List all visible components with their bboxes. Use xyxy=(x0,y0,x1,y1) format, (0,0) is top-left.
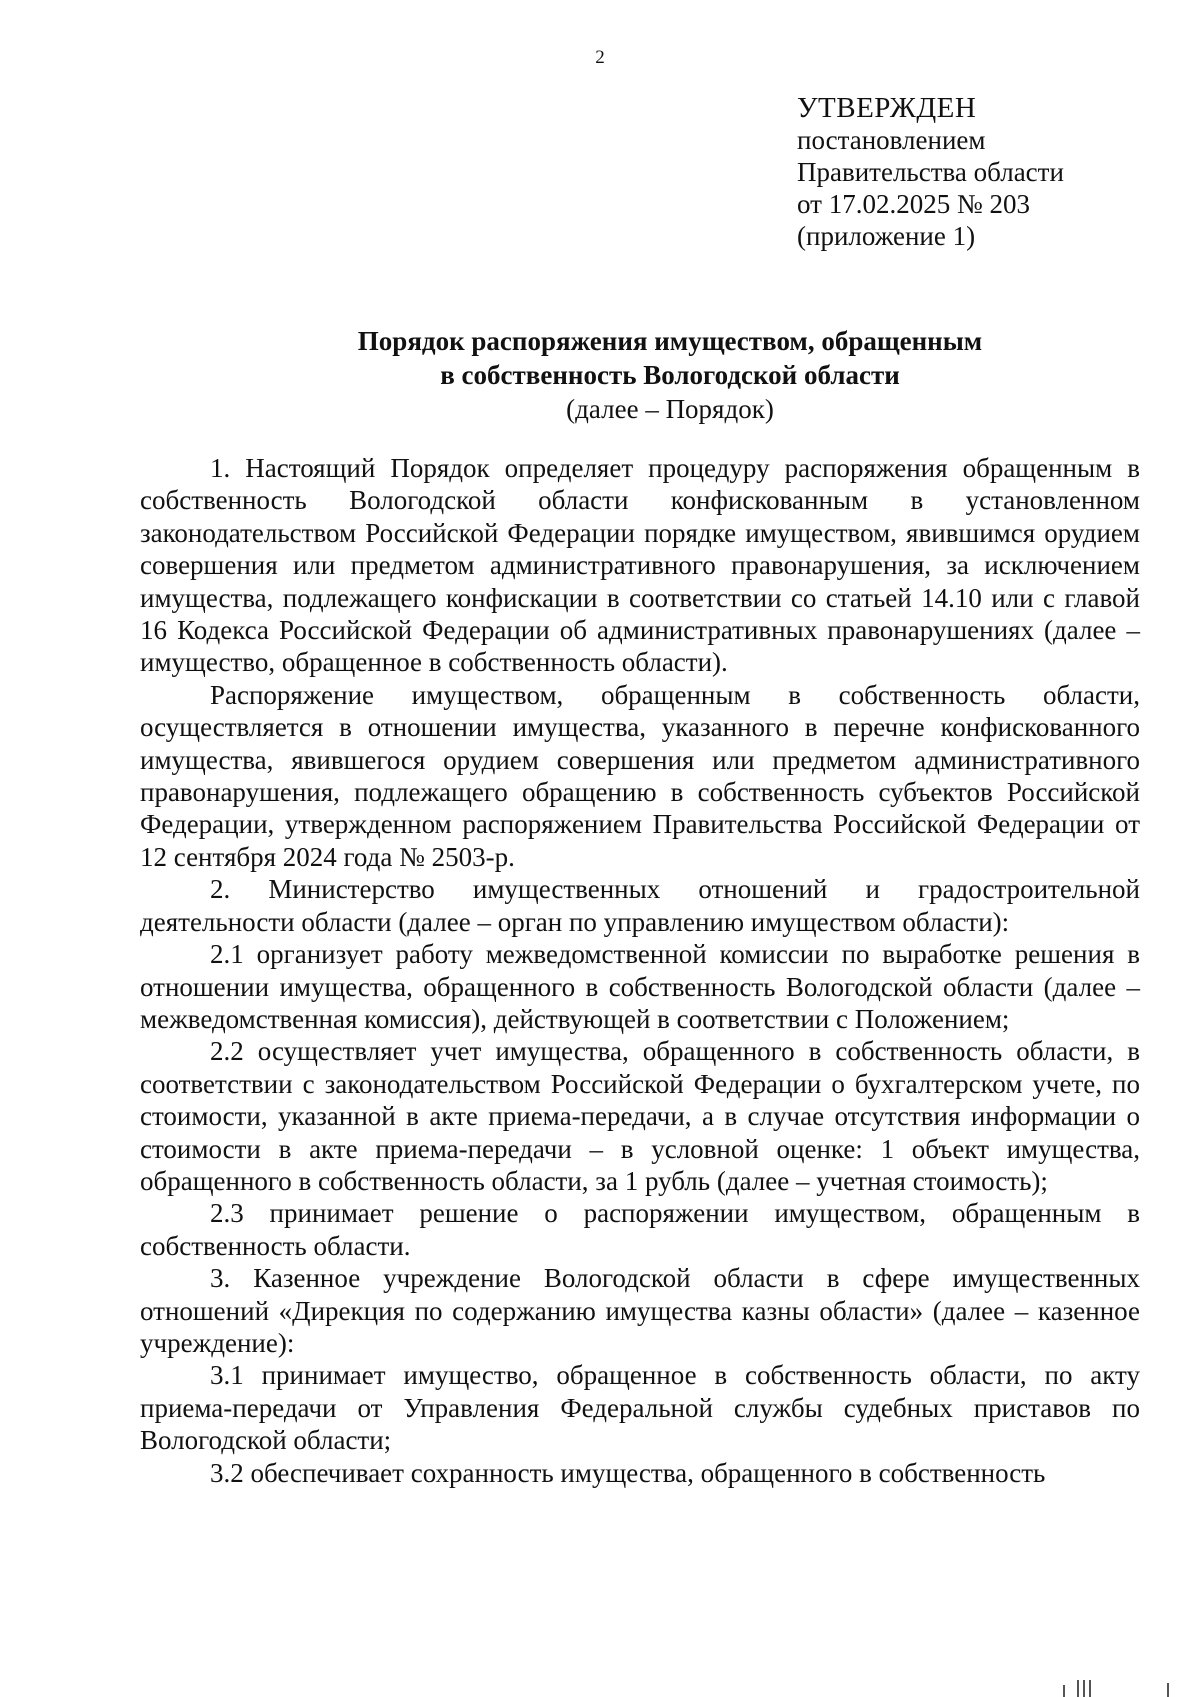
paragraph: 3.1 принимает имущество, обращенное в собственность области, по акту приема-передачи от Управления Федеральной службы судебных приставов по Вологодской области; xyxy=(140,1360,1140,1456)
paragraph: 3.2 обеспечивает сохранность имущества, обращенного в собственность xyxy=(210,1457,1046,1488)
paragraph: 2. Министерство имущественных отношений и градостроительной деятельности области (далее – орган по управлению имуществом области): xyxy=(140,874,1140,937)
barcode-bar xyxy=(1089,1680,1091,1697)
barcode-bar xyxy=(1167,1683,1169,1697)
paragraph: 2.1 организует работу межведомственной комиссии по выработке решения в отношении имущества, обращенного в собственность Вологодской области (далее – межведомственная комиссия), действующей в соответствии с Положением; xyxy=(140,939,1140,1034)
title-line: Порядок распоряжения имуществом, обращенным xyxy=(357,326,983,356)
approval-appendix-line: (приложение 1) xyxy=(797,221,976,251)
approval-stamp xyxy=(797,92,1177,252)
barcode-bar xyxy=(1077,1680,1079,1697)
paragraph: 2.3 принимает решение о распоряжении имуществом, обращенным в собственность области. xyxy=(140,1198,1140,1261)
paragraph: 2.2 осуществляет учет имущества, обращенного в собственность области, в соответствии с законодательством Российской Федерации о бухгалтерском учете, по стоимости, указанной в акте приема-передачи, а в случае отсутствия информации о стоимости в акте приема-передачи – в условной оценке: 1 объект имущества, обращенного в собственность области, за 1 рубль (далее – учетная стоимость); xyxy=(140,1036,1140,1196)
document-body xyxy=(140,452,1140,1489)
title-subline: (далее – Порядок) xyxy=(566,394,774,424)
paragraph: 1. Настоящий Порядок определяет процедуру распоряжения обращенным в собственность Вологодской области конфискованным в установленном законодательством Российской Федерации порядке имуществом, явившимся орудием совершения или предметом административного правонарушения, за исключением имущества, подлежащего конфискации в соответствии со статьей 14.10 или с главой 16 Кодекса Российской Федерации об административных правонарушениях (далее – имущество, обращенное в собственность области). xyxy=(140,453,1140,678)
title-line: в собственность Вологодской области xyxy=(440,360,900,390)
barcode-bar xyxy=(1083,1680,1085,1697)
document-title xyxy=(140,324,1200,426)
approval-date-line: от 17.02.2025 № 203 xyxy=(797,189,1030,219)
paragraph: Распоряжение имуществом, обращенным в собственность области, осуществляется в отношении имущества, указанного в перечне конфискованного имущества, явившегося орудием совершения или предметом административного правонарушения, подлежащего обращению в собственность субъектов Российской Федерации, утвержденном распоряжением Правительства Российской Федерации от 12 сентября 2024 года № 2503-р. xyxy=(140,679,1140,872)
barcode-bar xyxy=(1063,1685,1065,1697)
scan-barcode-marks xyxy=(1063,1680,1183,1697)
paragraph: 3. Казенное учреждение Вологодской области в сфере имущественных отношений «Дирекция по содержанию имущества казны области» (далее – казенное учреждение): xyxy=(140,1263,1140,1358)
approval-heading: УТВЕРЖДЕН xyxy=(797,92,977,124)
approval-line: Правительства области xyxy=(797,157,1064,187)
approval-line: постановлением xyxy=(797,125,986,155)
page-number: 2 xyxy=(595,47,605,68)
